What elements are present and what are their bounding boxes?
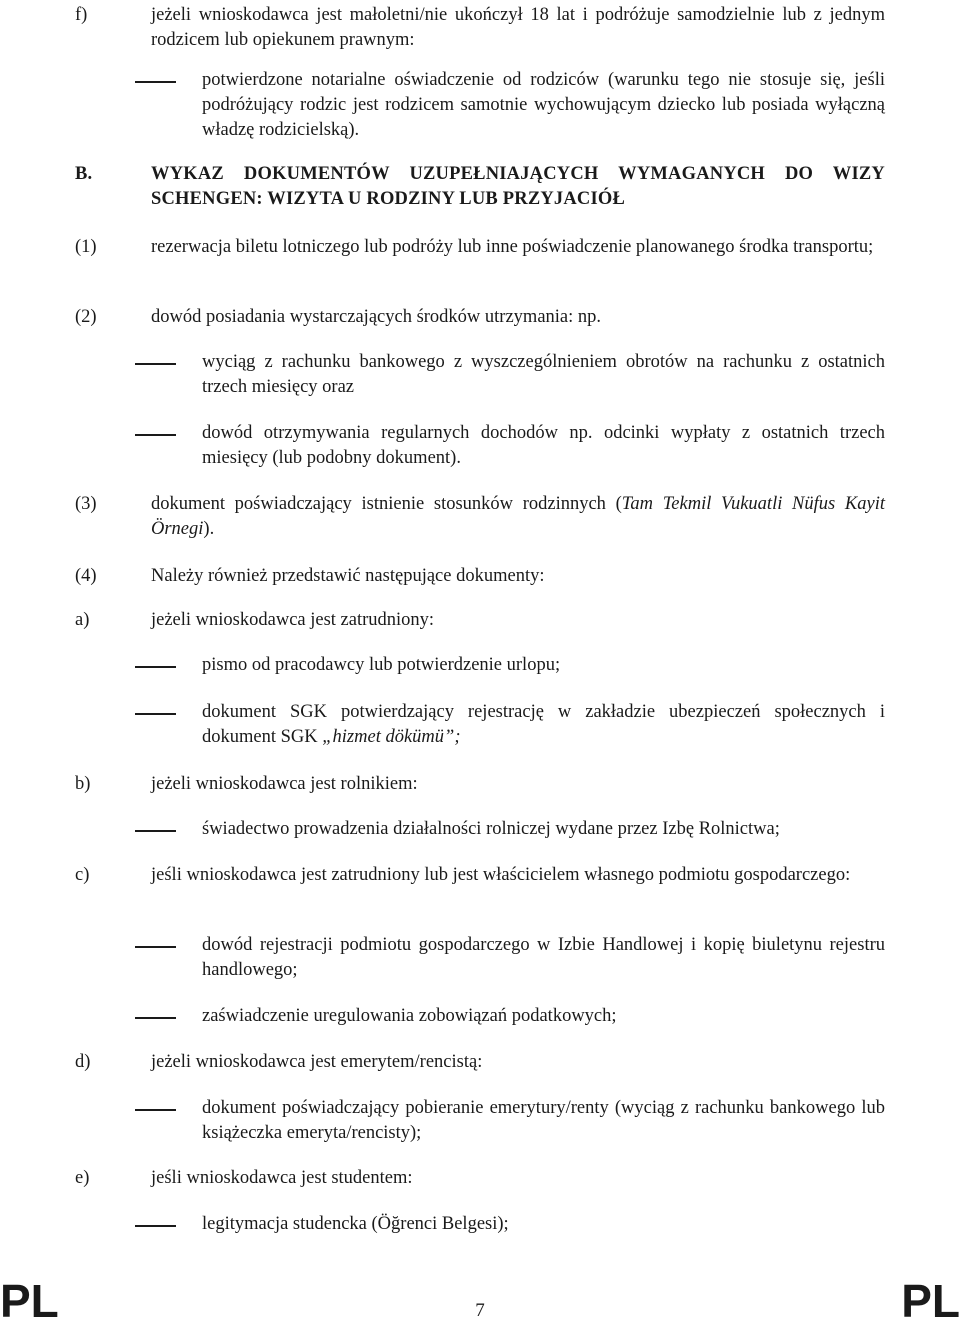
item-label-1: (1) bbox=[75, 237, 97, 257]
item-label-2: (2) bbox=[75, 307, 97, 327]
bullet-dash bbox=[135, 81, 176, 83]
bullet-text: świadectwo prowadzenia działalności rolniczej wydane przez Izbę Rolnictwa; bbox=[202, 819, 780, 839]
bullet-dash bbox=[135, 1225, 176, 1227]
item-text-e: jeśli wnioskodawca jest studentem: bbox=[151, 1168, 413, 1188]
item-text-a: jeżeli wnioskodawca jest zatrudniony: bbox=[151, 610, 435, 630]
item-text-3-italic: Tam Tekmil Vukuatli Nüfus Kayit Örnegi bbox=[151, 494, 886, 539]
bullet-text: wyciąg z rachunku bankowego z wyszczególnieniem obrotów na rachunku z ostatnich trzech miesięcy oraz bbox=[202, 352, 885, 397]
bullet-dash bbox=[135, 1109, 176, 1111]
bullet-text-plain: dokument SGK potwierdzający rejestrację w zakładzie ubezpieczeń społecznych i dokument SGK bbox=[202, 702, 885, 747]
item-label-d: d) bbox=[75, 1052, 91, 1072]
bullet-dash bbox=[135, 713, 176, 715]
item-text-f: jeżeli wnioskodawca jest małoletni/nie ukończył 18 lat i podróżuje samodzielnie lub z jednym rodzicem lub opiekunem prawnym: bbox=[151, 5, 885, 50]
item-text-b: jeżeli wnioskodawca jest rolnikiem: bbox=[151, 774, 418, 794]
bullet-dash bbox=[135, 946, 176, 948]
bullet-dash bbox=[135, 1017, 176, 1019]
page-number: 7 bbox=[475, 1300, 485, 1321]
item-text-d: jeżeli wnioskodawca jest emerytem/rencistą: bbox=[151, 1052, 483, 1072]
bullet-dash bbox=[135, 363, 176, 365]
footer-language-right: PL bbox=[901, 1275, 960, 1327]
bullet-text: potwierdzone notarialne oświadczenie od rodziców (warunku tego nie stosuje się, jeśli podróżujący rodzic jest rodzicem samotnie wychowującym dziecko lub posiada wyłączną władzę rodzicielską). bbox=[202, 70, 885, 140]
bullet-text bbox=[202, 700, 885, 750]
item-label-a: a) bbox=[75, 610, 90, 630]
item-text-3-plain: dokument poświadczający istnienie stosunków rodzinnych ( bbox=[151, 494, 622, 514]
bullet-dash bbox=[135, 830, 176, 832]
section-title: WYKAZ DOKUMENTÓW UZUPEŁNIAJĄCYCH WYMAGANYCH DO WIZY SCHENGEN: WIZYTA U RODZINY LUB PRZYJACIÓŁ bbox=[151, 164, 885, 209]
bullet-text: dowód rejestracji podmiotu gospodarczego w Izbie Handlowej i kopię biuletynu rejestru handlowego; bbox=[202, 935, 885, 980]
item-label-4: (4) bbox=[75, 566, 97, 586]
item-text-4: Należy również przedstawić następujące dokumenty: bbox=[151, 566, 545, 586]
section-label: B. bbox=[75, 164, 93, 184]
item-text-2: dowód posiadania wystarczających środków utrzymania: np. bbox=[151, 307, 602, 327]
bullet-text: pismo od pracodawcy lub potwierdzenie urlopu; bbox=[202, 655, 561, 675]
bullet-dash bbox=[135, 666, 176, 668]
item-text-3 bbox=[151, 492, 885, 542]
bullet-text: zaświadczenie uregulowania zobowiązań podatkowych; bbox=[202, 1006, 617, 1026]
item-text-3-end: ). bbox=[203, 519, 215, 539]
bullet-text: dowód otrzymywania regularnych dochodów np. odcinki wypłaty z ostatnich trzech miesięcy (lub podobny dokument). bbox=[202, 423, 885, 468]
item-label-c: c) bbox=[75, 865, 90, 885]
item-label-3: (3) bbox=[75, 494, 97, 514]
item-label-e: e) bbox=[75, 1168, 90, 1188]
bullet-text: legitymacja studencka (Öğrenci Belgesi); bbox=[202, 1214, 509, 1234]
bullet-text-italic: „hizmet dökümü”; bbox=[322, 727, 461, 747]
item-label-b: b) bbox=[75, 774, 91, 794]
item-text-1: rezerwacja biletu lotniczego lub podróży lub inne poświadczenie planowanego środka transportu; bbox=[151, 237, 874, 257]
bullet-text: dokument poświadczający pobieranie emerytury/renty (wyciąg z rachunku bankowego lub książeczka emeryta/rencisty); bbox=[202, 1098, 885, 1143]
footer-language-left: PL bbox=[0, 1275, 59, 1327]
bullet-dash bbox=[135, 434, 176, 436]
item-text-c: jeśli wnioskodawca jest zatrudniony lub jest właścicielem własnego podmiotu gospodarczego: bbox=[151, 865, 851, 885]
item-label-f: f) bbox=[75, 5, 88, 25]
